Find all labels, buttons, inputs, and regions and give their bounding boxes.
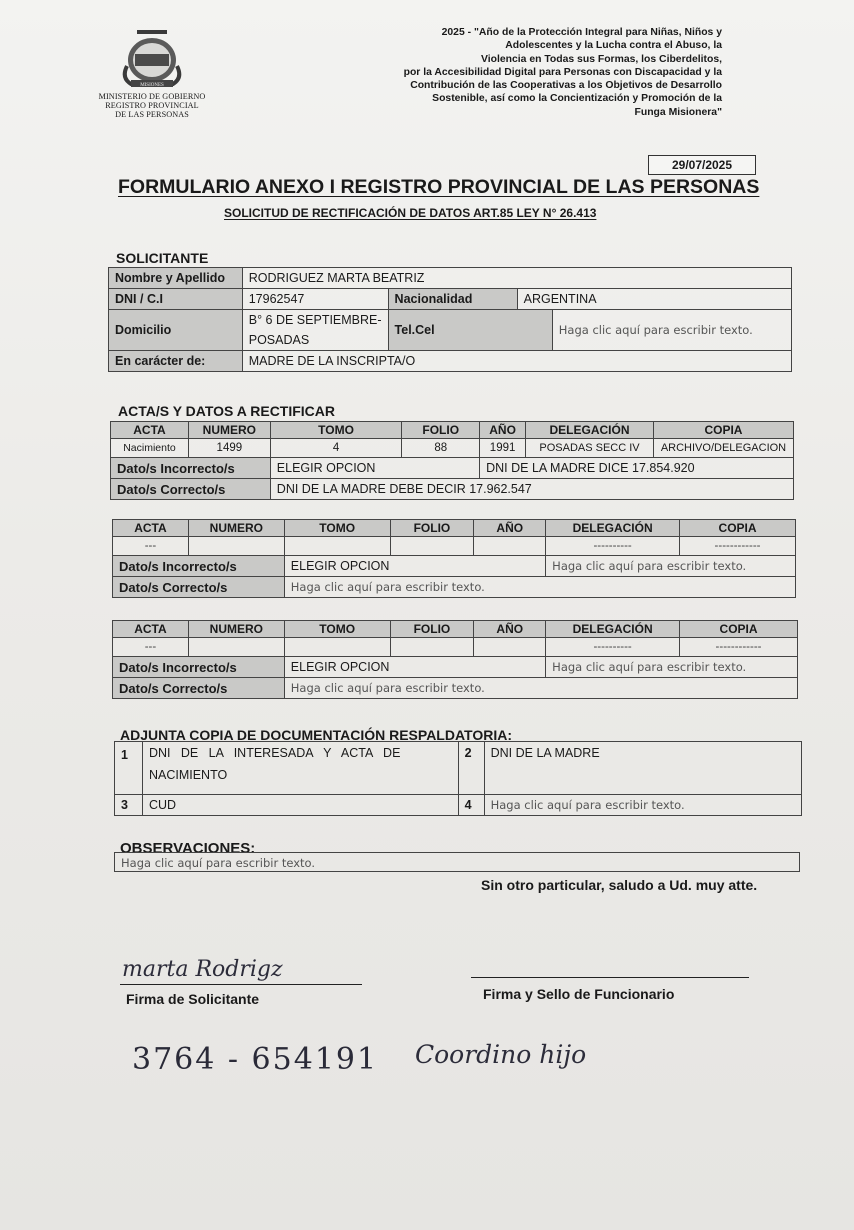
adjunta-heading: ADJUNTA COPIA DE DOCUMENTACIÓN RESPALDATORIA: [120, 727, 512, 743]
nombre-field[interactable]: RODRIGUEZ MARTA BEATRIZ [242, 268, 791, 289]
tel-label: Tel.Cel [388, 310, 552, 351]
numero-cell[interactable]: 1499 [188, 439, 270, 458]
col-copia: COPIA [680, 621, 798, 638]
col-delegacion: DELEGACIÓN [546, 621, 680, 638]
correct-field[interactable]: Haga clic aquí para escribir texto. [284, 577, 795, 598]
actas-heading: ACTA/S Y DATOS A RECTIFICAR [118, 403, 336, 419]
incorrect-field[interactable]: DNI DE LA MADRE DICE 17.854.920 [480, 458, 794, 479]
domicilio-label: Domicilio [109, 310, 243, 351]
domicilio-line: POSADAS [248, 333, 310, 347]
copia-cell[interactable]: ------------ [680, 638, 798, 657]
col-acta: ACTA [111, 422, 189, 439]
anio-cell[interactable]: 1991 [480, 439, 526, 458]
dni-label: DNI / C.I [109, 289, 243, 310]
motto-line: Funga Misionera" [634, 106, 722, 118]
col-anio: AÑO [474, 520, 546, 537]
folio-cell[interactable] [390, 638, 474, 657]
col-folio: FOLIO [390, 520, 474, 537]
item-number: 3 [115, 795, 143, 816]
col-anio: AÑO [480, 422, 526, 439]
option-dropdown[interactable]: ELEGIR OPCION [270, 458, 479, 479]
item-number: 1 [115, 742, 143, 795]
col-numero: NUMERO [188, 520, 284, 537]
adjunta-item-1[interactable] [142, 742, 458, 795]
motto-line: Contribución de las Cooperativas a los Objetivos de Desarrollo [410, 80, 722, 92]
incorrect-label: Dato/s Incorrecto/s [113, 657, 285, 678]
caracter-field[interactable]: MADRE DE LA INSCRIPTA/O [242, 351, 791, 372]
col-folio: FOLIO [402, 422, 480, 439]
tomo-cell[interactable]: 4 [270, 439, 402, 458]
nombre-label: Nombre y Apellido [109, 268, 243, 289]
col-acta: ACTA [113, 520, 189, 537]
numero-cell[interactable] [188, 638, 284, 657]
svg-text:MISIONES: MISIONES [140, 83, 164, 88]
form-title: FORMULARIO ANEXO I REGISTRO PROVINCIAL DE LAS PERSONAS [118, 176, 760, 198]
copia-cell[interactable]: ------------ [680, 537, 796, 556]
solicitante-table [108, 267, 792, 372]
ministry-logo [88, 26, 216, 119]
acta-cell[interactable]: Nacimiento [111, 439, 189, 458]
signature-line [471, 977, 749, 978]
col-tomo: TOMO [284, 621, 390, 638]
domicilio-field[interactable] [242, 310, 388, 351]
solicitante-signature: marta Rodrigz [122, 957, 283, 982]
incorrect-label: Dato/s Incorrecto/s [111, 458, 271, 479]
tomo-cell[interactable] [284, 537, 390, 556]
copia-cell[interactable]: ARCHIVO/DELEGACION [653, 439, 793, 458]
registry-name-2: DE LAS PERSONAS [115, 110, 189, 119]
adjunta-item-3[interactable]: CUD [142, 795, 458, 816]
motto-line: 2025 - "Año de la Protección Integral para Niñas, Niños y [441, 27, 722, 38]
handwritten-note: Coordino hijo [415, 1040, 587, 1069]
signature-line [120, 984, 362, 985]
nacionalidad-label: Nacionalidad [388, 289, 517, 310]
folio-cell[interactable]: 88 [402, 439, 480, 458]
col-copia: COPIA [680, 520, 796, 537]
col-copia: COPIA [653, 422, 793, 439]
anio-cell[interactable] [474, 638, 546, 657]
col-acta: ACTA [113, 621, 189, 638]
tomo-cell[interactable] [284, 638, 390, 657]
date-field[interactable]: 29/07/2025 [648, 155, 756, 175]
folio-cell[interactable] [390, 537, 474, 556]
acta-block-2 [112, 519, 796, 598]
col-tomo: TOMO [270, 422, 402, 439]
numero-cell[interactable] [188, 537, 284, 556]
motto-line: Sostenible, así como la Concientización y Promoción de la [432, 93, 722, 105]
col-delegacion: DELEGACIÓN [546, 520, 680, 537]
col-folio: FOLIO [390, 621, 474, 638]
dni-field[interactable]: 17962547 [242, 289, 388, 310]
item-number: 2 [458, 742, 484, 795]
acta-cell[interactable]: --- [113, 537, 189, 556]
solicitante-heading: SOLICITANTE [116, 250, 209, 266]
col-tomo: TOMO [284, 520, 390, 537]
closing-text: Sin otro particular, saludo a Ud. muy atte. [481, 877, 758, 893]
item-text: NACIMIENTO [148, 768, 228, 782]
motto-line: Adolescentes y la Lucha contra el Abuso, la [505, 40, 722, 52]
correct-label: Dato/s Correcto/s [113, 678, 285, 699]
correct-label: Dato/s Correcto/s [111, 479, 271, 500]
adjunta-table [114, 741, 802, 816]
anio-cell[interactable] [474, 537, 546, 556]
observaciones-field[interactable]: Haga clic aquí para escribir texto. [114, 852, 800, 872]
incorrect-field[interactable]: Haga clic aquí para escribir texto. [546, 657, 798, 678]
option-dropdown[interactable]: ELEGIR OPCION [284, 556, 545, 577]
acta-block-3 [112, 620, 798, 699]
tel-field[interactable]: Haga clic aquí para escribir texto. [552, 310, 791, 351]
option-dropdown[interactable]: ELEGIR OPCION [284, 657, 545, 678]
correct-label: Dato/s Correcto/s [113, 577, 285, 598]
delegacion-cell[interactable]: POSADAS SECC IV [526, 439, 654, 458]
adjunta-item-4[interactable]: Haga clic aquí para escribir texto. [484, 795, 801, 816]
correct-field[interactable]: Haga clic aquí para escribir texto. [284, 678, 797, 699]
form-subtitle: SOLICITUD DE RECTIFICACIÓN DE DATOS ART.85 LEY N° 26.413 [224, 206, 597, 220]
motto-line: Violencia en Todas sus Formas, los Ciberdelitos, [481, 53, 722, 65]
item-number: 4 [458, 795, 484, 816]
correct-field[interactable]: DNI DE LA MADRE DEBE DECIR 17.962.547 [270, 479, 793, 500]
motto-line: por la Accesibilidad Digital para Personas con Discapacidad y la [403, 66, 722, 78]
acta-cell[interactable]: --- [113, 638, 189, 657]
nacionalidad-field[interactable]: ARGENTINA [517, 289, 791, 310]
solicitante-signature-label: Firma de Solicitante [126, 991, 260, 1007]
adjunta-item-2[interactable]: DNI DE LA MADRE [484, 742, 801, 795]
incorrect-field[interactable]: Haga clic aquí para escribir texto. [546, 556, 796, 577]
observaciones-heading: OBSERVACIONES: [120, 840, 256, 857]
col-anio: AÑO [474, 621, 546, 638]
caracter-label: En carácter de: [109, 351, 243, 372]
delegacion-cell[interactable]: ---------- [546, 638, 680, 657]
registry-name: REGISTRO PROVINCIAL [105, 101, 199, 110]
funcionario-signature-label: Firma y Sello de Funcionario [483, 986, 675, 1002]
year-motto [360, 26, 722, 119]
handwritten-phone: 3764 - 654191 [132, 1042, 379, 1077]
col-numero: NUMERO [188, 422, 270, 439]
incorrect-label: Dato/s Incorrecto/s [113, 556, 285, 577]
coat-of-arms-icon [117, 26, 187, 92]
domicilio-line: B° 6 DE SEPTIEMBRE- [248, 313, 382, 327]
col-delegacion: DELEGACIÓN [526, 422, 654, 439]
acta-block-1 [110, 421, 794, 500]
item-text: DNI DE LA INTERESADA Y ACTA DE [148, 746, 401, 760]
ministry-name: MINISTERIO DE GOBIERNO [98, 92, 206, 101]
col-numero: NUMERO [188, 621, 284, 638]
delegacion-cell[interactable]: ---------- [546, 537, 680, 556]
